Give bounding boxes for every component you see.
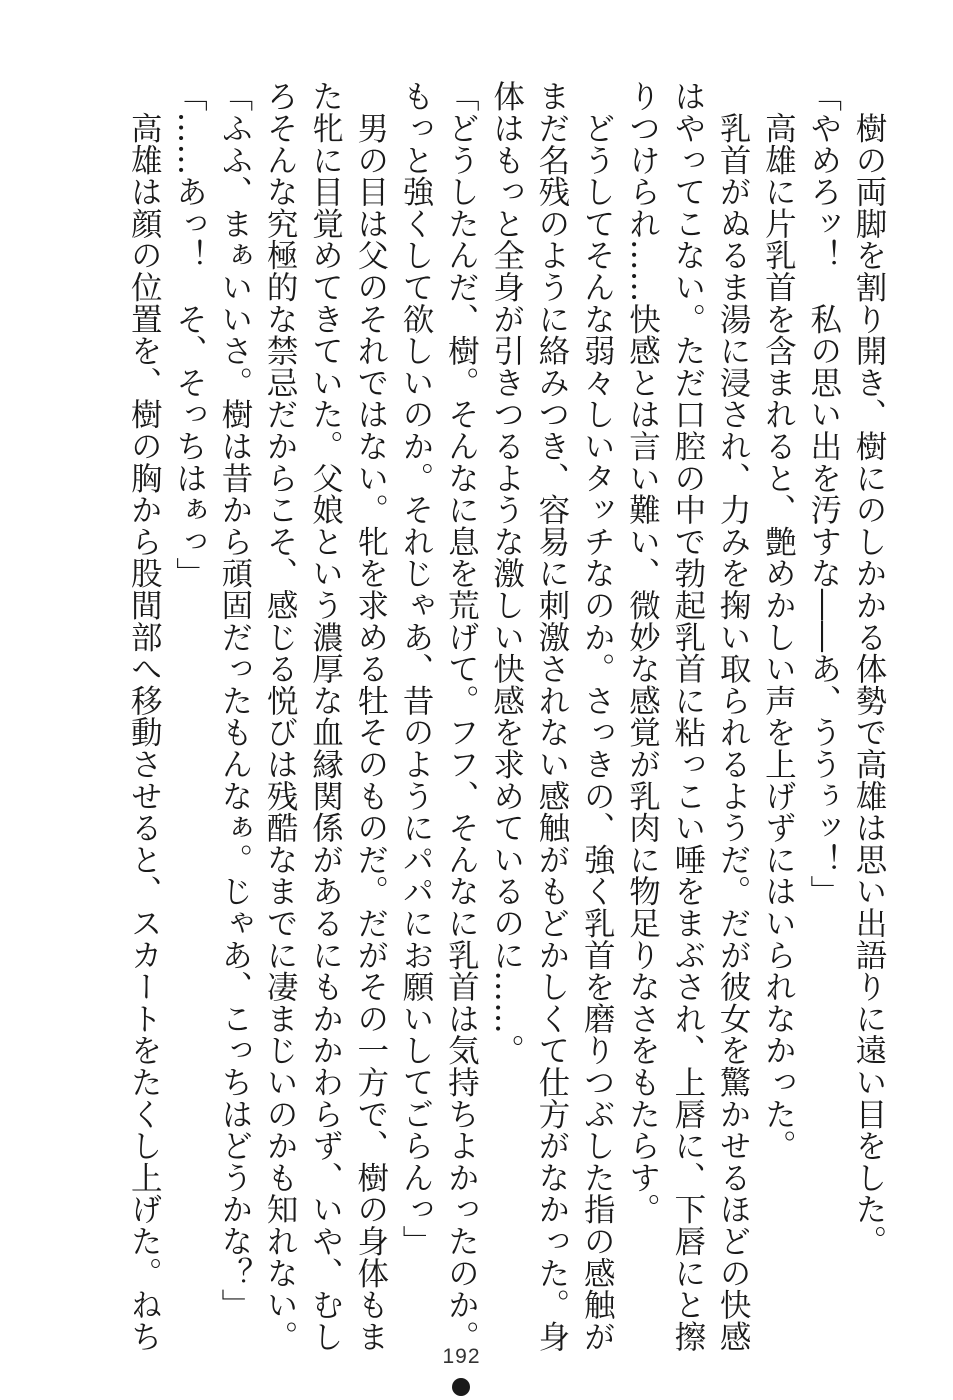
vertical-text-block — [121, 80, 891, 1352]
text-line: もっと強くして欲しいのか。それじゃあ、昔のようにパパにお願いしてごらんっ」 — [398, 80, 435, 1257]
text-line: 体はもっと全身が引きつるような激しい快感を求めているのに……。 — [488, 80, 525, 1066]
text-line: 乳首がぬるま湯に浸され、力みを掬い取られるようだ。だが彼女を驚かせるほどの快感 — [715, 80, 752, 1352]
text-line: 男の目は父のそれではない。牝を求める牡そのものだ。だがその一方で、樹の身体もま — [352, 80, 389, 1352]
page-marker-dot — [452, 1378, 470, 1396]
text-line: 「どうしたんだ、樹。そんなに息を荒げて。フフ、そんなに乳首は気持ちよかったのか。 — [443, 80, 480, 1352]
text-line: 「……あっ！ そ、そっちはぁっ」 — [171, 80, 208, 589]
text-line: まだ名残のように絡みつき、容易に刺激されない感触がもどかしくて仕方がなかった。身 — [533, 80, 570, 1352]
text-line: はやってこない。ただ口腔の中で勃起乳首に粘っこい唾をまぶされ、上唇に、下唇にと擦 — [669, 80, 706, 1352]
text-line: 高雄は顔の位置を、樹の胸から股間部へ移動させると、スカートをたくし上げた。ねち — [126, 80, 163, 1352]
text-line: ろそんな究極的な禁忌だからこそ、感じる悦びは残酷なまでに凄まじいのかも知れない。 — [262, 80, 299, 1352]
text-line: 高雄に片乳首を含まれると、艶めかしい声を上げずにはいられなかった。 — [760, 80, 797, 1162]
text-line: 「やめろッ！ 私の思い出を汚すな――あ、ううぅッ！」 — [805, 80, 842, 907]
text-line: 「ふふ、まぁいいさ。樹は昔から頑固だったもんなぁ。じゃあ、こっちはどうかな？」 — [216, 80, 253, 1321]
page-number: 192 — [442, 1345, 481, 1368]
text-line: りつけられ……快感とは言い難い、微妙な感覚が乳肉に物足りなさをもたらす。 — [624, 80, 661, 1225]
text-line: 樹の両脚を割り開き、樹にのしかかる体勢で高雄は思い出語りに遠い目をした。 — [851, 80, 887, 1257]
text-line: た牝に目覚めてきていた。父娘という濃厚な血縁関係があるにもかかわらず、いや、むし — [307, 80, 344, 1352]
text-line: どうしてそんな弱々しいタッチなのか。さっきの、強く乳首を磨りつぶした指の感触が — [579, 80, 616, 1352]
